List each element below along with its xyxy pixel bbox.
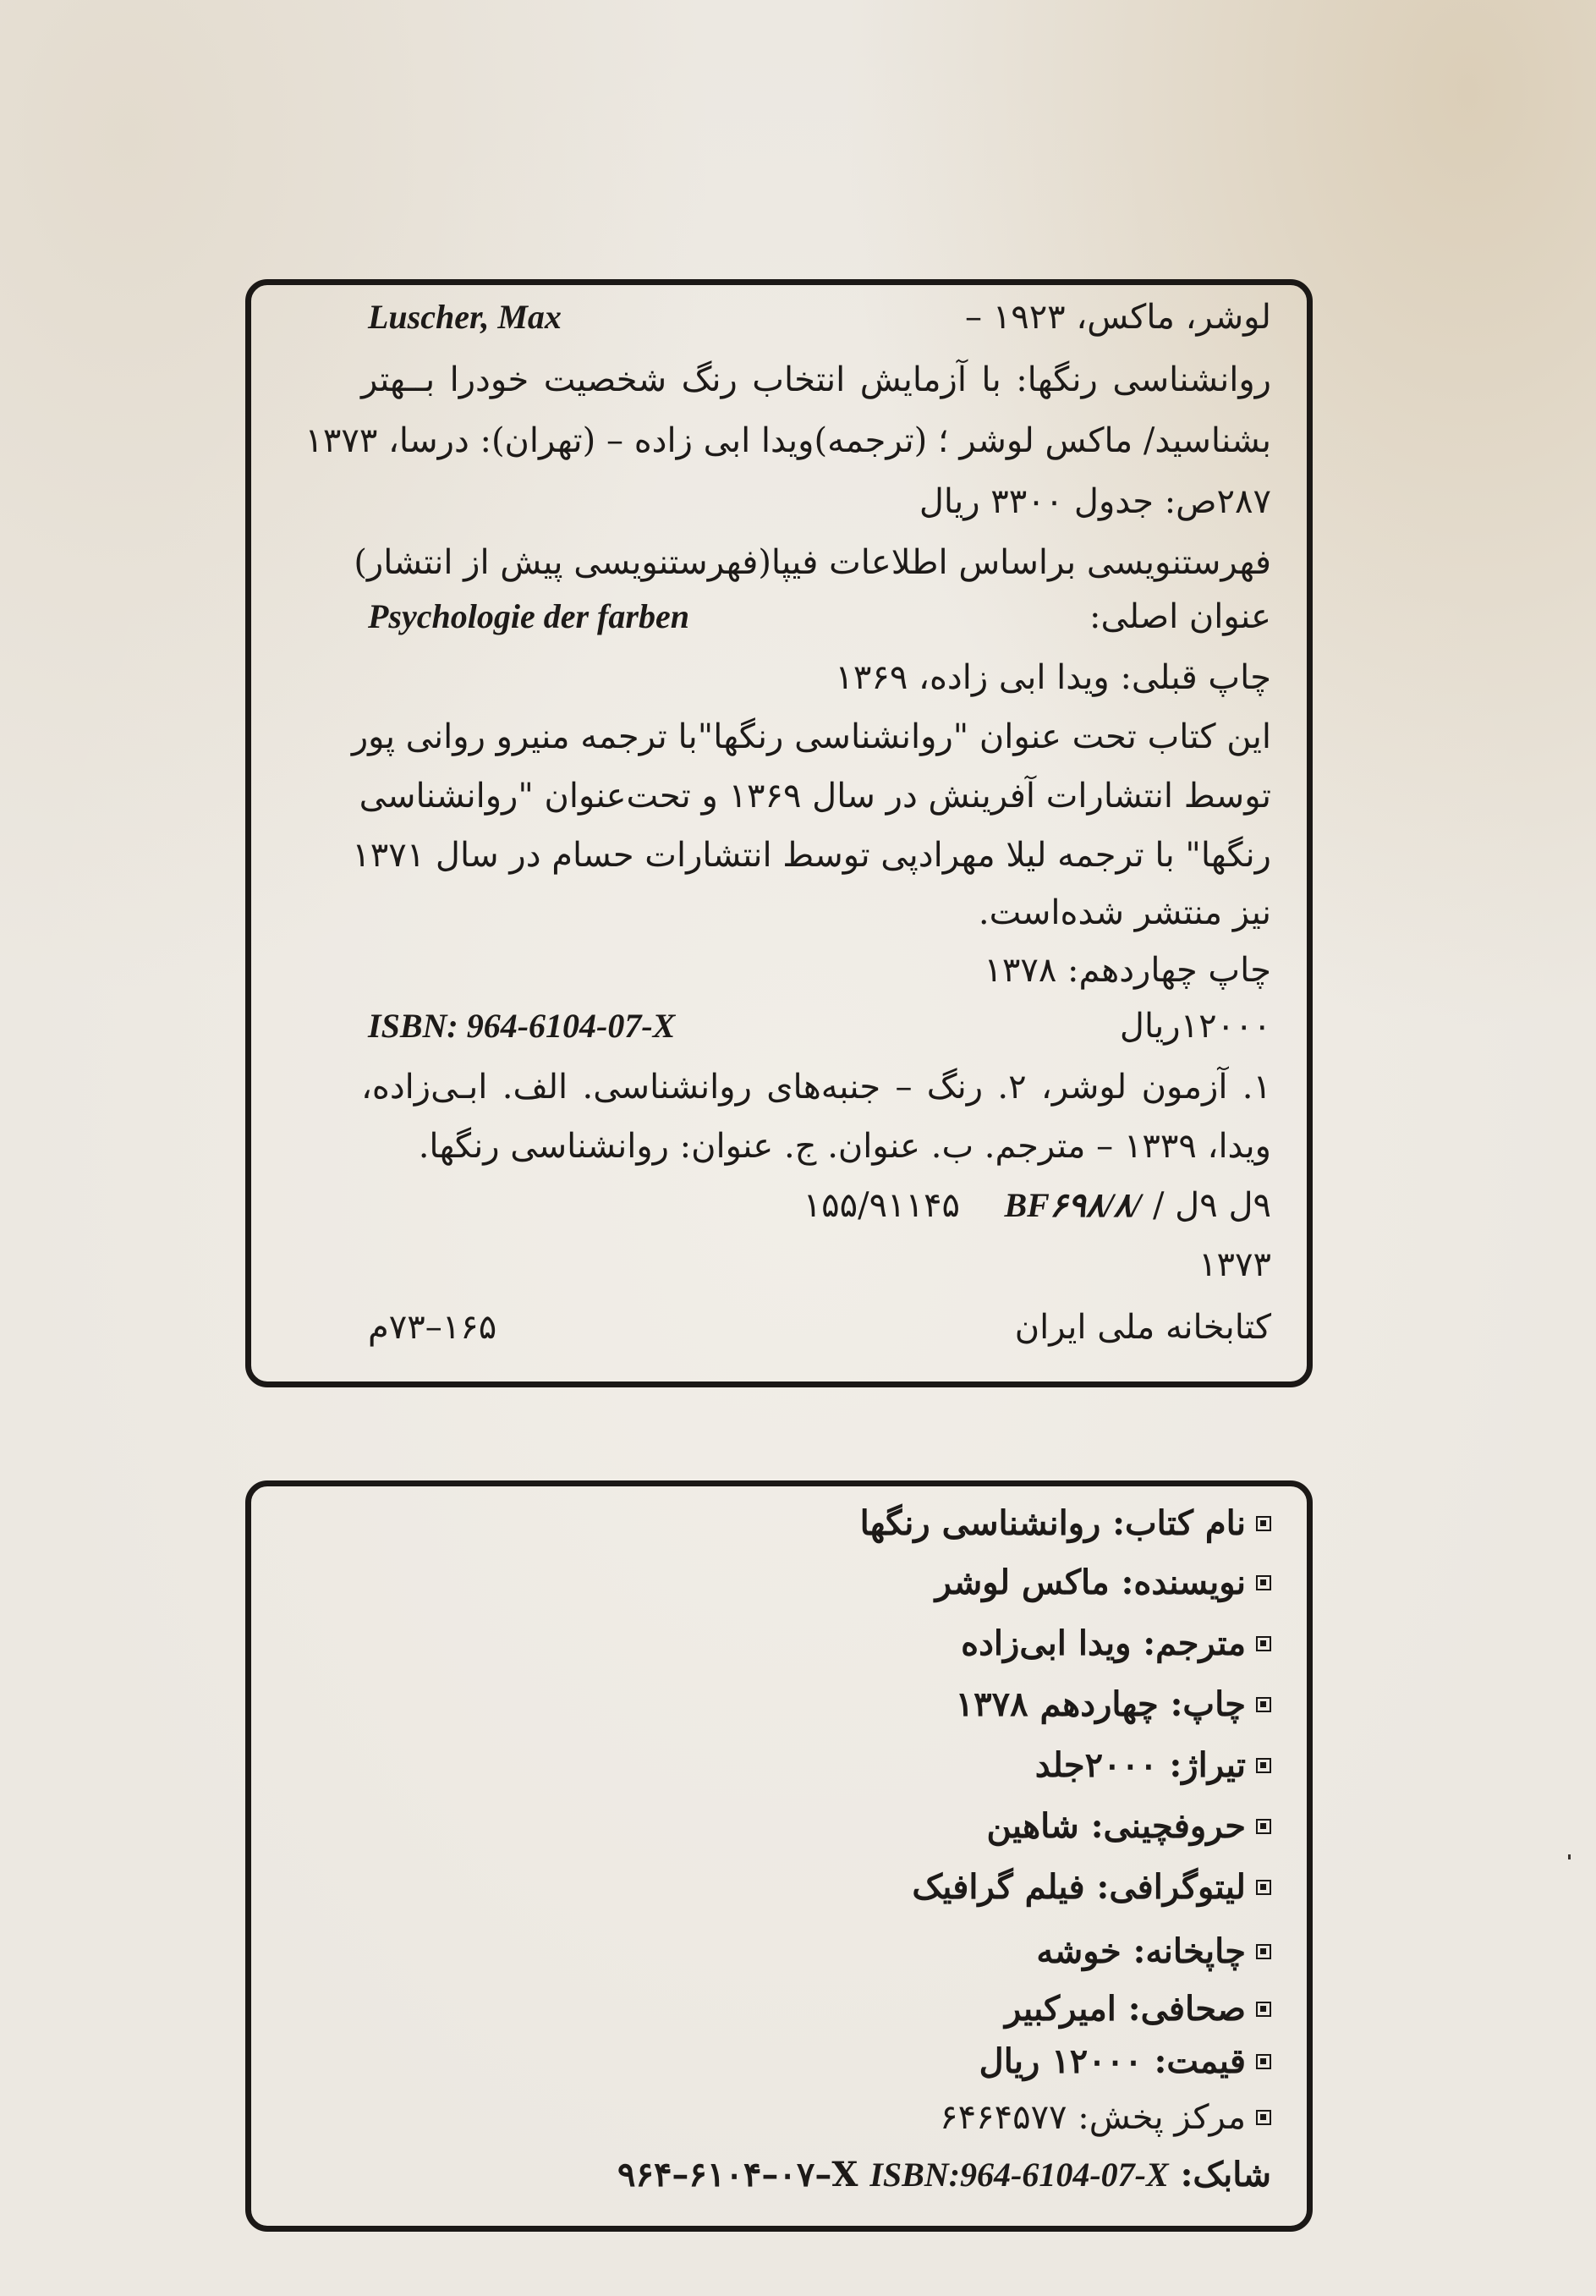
imprint-item-lithography	[912, 1867, 1271, 1908]
cip-note-line-4: نیز منتشر شده‌است.	[978, 893, 1271, 932]
shabak-number-fa: ۹۶۴–۶۱۰۴–۰۷–X	[617, 2155, 858, 2194]
cip-subjects-line-1: ۱. آزمون لوشر، ۲. رنگ – جنبه‌های روانشناسی. الف. ابـی‌زاده،	[361, 1068, 1271, 1107]
imprint-item-printing-house	[1036, 1931, 1271, 1972]
cip-physical-description: ۲۸۷ص: جدول ۳۳۰۰ ریال	[919, 482, 1271, 521]
cip-record-number: ۱۶۵–۷۳م	[368, 1308, 497, 1347]
square-bullet-icon	[1256, 2110, 1271, 2125]
imprint-item-text: نویسنده: ماکس لوشر	[935, 1563, 1246, 1602]
cip-note-line-1: این کتاب تحت عنوان "روانشناسی رنگها"با ترجمه منیرو روانی پور	[351, 717, 1271, 756]
cip-fipa-note: فهرستنویسی براساس اطلاعات فیپا(فهرستنویسی پیش از انتشار)	[354, 543, 1271, 582]
imprint-item-book-title	[860, 1503, 1271, 1544]
imprint-item-text: صحافی: امیرکبیر	[1004, 1989, 1246, 2029]
imprint-item-typesetting	[986, 1806, 1271, 1847]
square-bullet-icon	[1256, 2054, 1271, 2069]
cip-title-line-1: روانشناسی رنگها: با آزمایش انتخاب رنگ شخصیت خودرا بــهتر	[361, 360, 1271, 399]
imprint-item-text: نام کتاب: روانشناسی رنگها	[859, 1503, 1246, 1543]
imprint-item-translator	[961, 1623, 1271, 1664]
cip-class-number: ۱۵۵/۹۱۱۴۵	[803, 1186, 960, 1225]
square-bullet-icon	[1256, 1516, 1271, 1531]
imprint-item-price	[979, 2041, 1271, 2082]
square-bullet-icon	[1256, 1636, 1271, 1651]
cip-note-line-2: توسط انتشارات آفرینش در سال ۱۳۶۹ و تحت‌عنوان "روانشناسی	[359, 777, 1271, 816]
square-bullet-icon	[1256, 1819, 1271, 1834]
cip-original-title: Psychologie der farben	[368, 597, 689, 635]
imprint-item-text: چاپ: چهاردهم ۱۳۷۸	[955, 1684, 1246, 1724]
cip-class-year: ۱۳۷۳	[1198, 1245, 1271, 1284]
page-edge-mark	[1568, 1854, 1571, 1859]
square-bullet-icon	[1256, 1575, 1271, 1590]
cip-class-ddc: ۹ل ۹ل /	[1152, 1186, 1271, 1225]
imprint-item-print-run	[1035, 1745, 1271, 1786]
imprint-item-text: قیمت: ۱۲۰۰۰ ریال	[979, 2041, 1246, 2081]
cip-previous-edition: چاپ قبلی: ویدا ابی زاده، ۱۳۶۹	[835, 658, 1271, 697]
imprint-item-author	[935, 1563, 1271, 1603]
square-bullet-icon	[1256, 1697, 1271, 1712]
imprint-item-text: مرکز پخش: ۶۴۶۴۵۷۷	[940, 2098, 1246, 2137]
square-bullet-icon	[1256, 1880, 1271, 1895]
imprint-item-binding	[1005, 1989, 1271, 2030]
cip-edition: چاپ چهاردهم: ۱۳۷۸	[984, 951, 1271, 990]
cip-isbn: ISBN: 964-6104-07-X	[368, 1007, 676, 1045]
imprint-box	[245, 1480, 1313, 2232]
cip-author-fa: لوشر، ماکس، ۱۹۲۳ –	[965, 298, 1271, 337]
cip-class-lc: BF۶۹۸/۸/	[1004, 1186, 1141, 1224]
cip-title-line-2: بشناسید/ ماکس لوشر ؛ (ترجمه)ویدا ابی زاده – (تهران): درسا، ۱۳۷۳	[304, 421, 1271, 460]
cip-library: کتابخانه ملی ایران	[1014, 1308, 1271, 1347]
cip-price: ۱۲۰۰۰ریال	[1119, 1007, 1271, 1046]
square-bullet-icon	[1256, 1758, 1271, 1773]
cip-catalog-box	[245, 279, 1313, 1387]
square-bullet-icon	[1256, 2002, 1271, 2017]
square-bullet-icon	[1256, 1944, 1271, 1959]
imprint-item-text: حروفچینی: شاهین	[986, 1806, 1246, 1846]
cip-author-latin: Luscher, Max	[368, 298, 562, 336]
cip-note-line-3: رنگها" با ترجمه لیلا مهرادپی توسط انتشارات حسام در سال ۱۳۷۱	[352, 836, 1271, 875]
imprint-item-text: مترجم: ویدا ابی‌زاده	[961, 1623, 1246, 1663]
imprint-shabak-line	[617, 2155, 1271, 2195]
imprint-item-distribution	[940, 2097, 1271, 2138]
shabak-isbn-latin: ISBN:964-6104-07-X	[869, 2156, 1169, 2194]
shabak-label: شابک:	[1180, 2155, 1271, 2194]
cip-original-title-label: عنوان اصلی:	[1089, 597, 1271, 636]
imprint-item-text: تیراژ: ۲۰۰۰جلد	[1034, 1745, 1246, 1785]
imprint-item-edition	[956, 1684, 1271, 1725]
imprint-item-text: لیتوگرافی: فیلم گرافیک	[912, 1867, 1246, 1907]
cip-subjects-line-2: ویدا، ۱۳۳۹ – مترجم. ب. عنوان. ج. عنوان: روانشناسی رنگها.	[418, 1127, 1271, 1166]
imprint-item-text: چاپخانه: خوشه	[1036, 1931, 1246, 1971]
